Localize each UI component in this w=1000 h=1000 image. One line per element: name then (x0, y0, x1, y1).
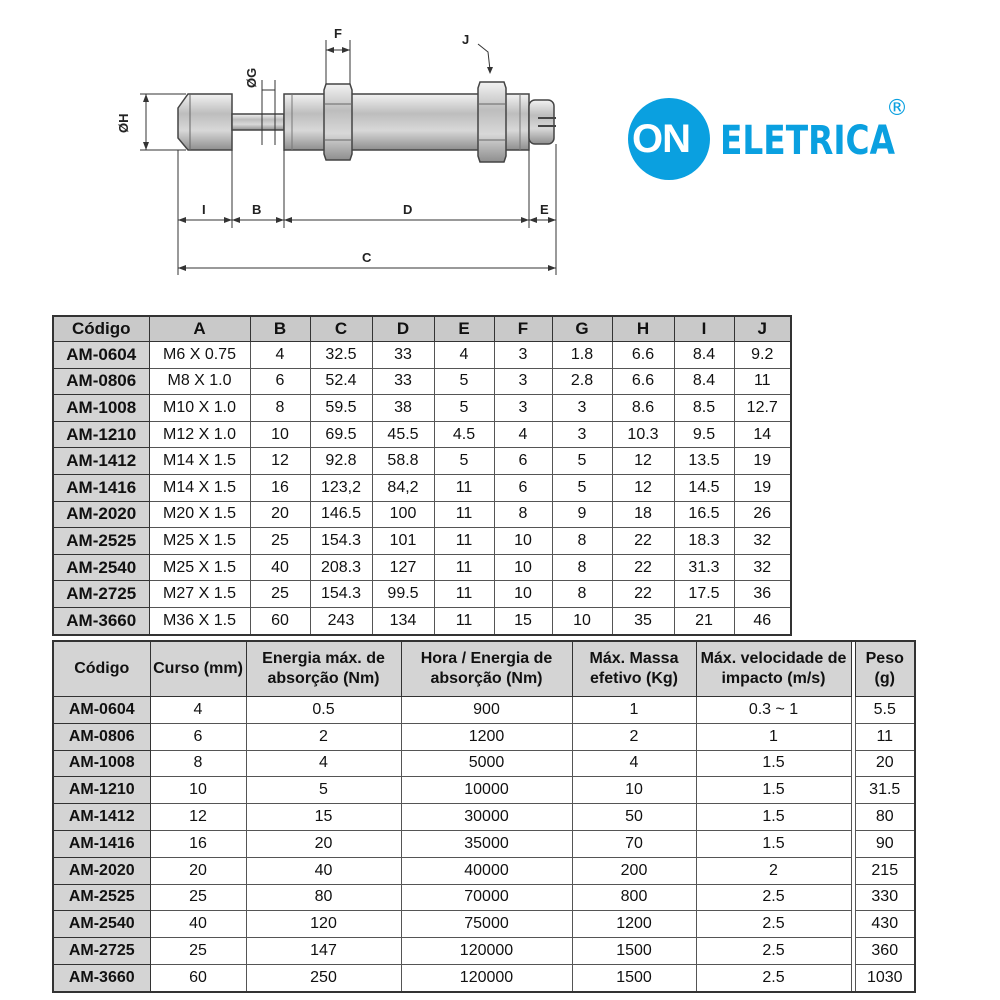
table-cell: 18 (612, 501, 674, 528)
model-code-cell: AM-0604 (53, 697, 150, 724)
table-cell: 84,2 (372, 474, 434, 501)
table-cell: M25 X 1.5 (149, 528, 250, 555)
table-cell: 2 (572, 723, 696, 750)
table-cell: 5 (552, 474, 612, 501)
table-cell: 127 (372, 554, 434, 581)
table-cell: 32 (734, 554, 791, 581)
table-cell: 20 (855, 750, 915, 777)
table-cell: 134 (372, 607, 434, 634)
table-cell: 0.3 ~ 1 (696, 697, 851, 724)
table-row (53, 528, 791, 555)
table-cell: 3 (494, 342, 552, 369)
table-cell: 35000 (401, 830, 572, 857)
table-cell: 2 (246, 723, 401, 750)
rod-part (232, 114, 284, 130)
table-cell: 3 (494, 368, 552, 395)
table-cell: 40 (150, 911, 246, 938)
table-cell: 30000 (401, 804, 572, 831)
table-cell: 31.5 (855, 777, 915, 804)
label-d: D (403, 202, 413, 217)
table-cell: 80 (855, 804, 915, 831)
table-cell: 2.5 (696, 884, 851, 911)
table-cell: 2.5 (696, 938, 851, 965)
table-cell: M12 X 1.0 (149, 421, 250, 448)
table-cell: 25 (150, 938, 246, 965)
table-row (53, 884, 915, 911)
table-cell: 38 (372, 395, 434, 422)
table-cell: 59.5 (310, 395, 372, 422)
table-row (53, 964, 915, 991)
table-cell: 1200 (401, 723, 572, 750)
table-cell: 92.8 (310, 448, 372, 475)
table-cell: 40 (246, 857, 401, 884)
table-cell: 10 (572, 777, 696, 804)
table-cell: 33 (372, 342, 434, 369)
table-row (53, 448, 791, 475)
dimensions-header-cell: B (250, 316, 310, 342)
table-cell: 5 (552, 448, 612, 475)
model-code-cell: AM-2540 (53, 554, 149, 581)
table-cell: 208.3 (310, 554, 372, 581)
table-cell: 40 (250, 554, 310, 581)
table-row (53, 830, 915, 857)
table-row (53, 938, 915, 965)
table-cell: 4.5 (434, 421, 494, 448)
table-cell: 243 (310, 607, 372, 634)
table-cell: 8 (552, 528, 612, 555)
table-cell: 8.4 (674, 368, 734, 395)
table-row (53, 368, 791, 395)
dimensions-table (52, 315, 792, 636)
table-row (53, 554, 791, 581)
table-cell: 10 (494, 528, 552, 555)
table-cell: 800 (572, 884, 696, 911)
table-cell: 1.5 (696, 777, 851, 804)
dimensions-header-cell: F (494, 316, 552, 342)
table-cell: 900 (401, 697, 572, 724)
label-i: I (202, 202, 206, 217)
logo-registered-mark: ® (886, 96, 908, 121)
table-cell: 4 (434, 342, 494, 369)
table-cell: 0.5 (246, 697, 401, 724)
table-cell: 19 (734, 448, 791, 475)
table-cell: 17.5 (674, 581, 734, 608)
table-cell: 4 (494, 421, 552, 448)
table-cell: 2.5 (696, 911, 851, 938)
table-cell: 11 (434, 581, 494, 608)
table-cell: 46 (734, 607, 791, 634)
table-cell: 4 (572, 750, 696, 777)
table-cell: 22 (612, 581, 674, 608)
table-row (53, 723, 915, 750)
table-row (53, 342, 791, 369)
table-row (53, 911, 915, 938)
model-code-cell: AM-1412 (53, 804, 150, 831)
table-cell: 70 (572, 830, 696, 857)
table-cell: 6 (494, 448, 552, 475)
dimensions-header-cell: G (552, 316, 612, 342)
nut-f (324, 84, 352, 160)
table-cell: 45.5 (372, 421, 434, 448)
model-code-cell: AM-1008 (53, 395, 149, 422)
table-cell: 215 (855, 857, 915, 884)
table-row (53, 607, 791, 634)
table-cell: 200 (572, 857, 696, 884)
table-cell: 14.5 (674, 474, 734, 501)
table-cell: 25 (150, 884, 246, 911)
table-cell: 8 (494, 501, 552, 528)
specs-header-cell: Código (53, 641, 150, 697)
dimensions-header-cell: E (434, 316, 494, 342)
table-cell: 20 (150, 857, 246, 884)
table-row (53, 804, 915, 831)
table-cell: M36 X 1.5 (149, 607, 250, 634)
model-code-cell: AM-1008 (53, 750, 150, 777)
model-code-cell: AM-3660 (53, 964, 150, 991)
model-code-cell: AM-1416 (53, 474, 149, 501)
table-cell: 1.5 (696, 750, 851, 777)
table-cell: 8 (552, 554, 612, 581)
table-cell: 4 (250, 342, 310, 369)
table-cell: 1500 (572, 964, 696, 991)
label-b: B (252, 202, 262, 217)
table-cell: 20 (246, 830, 401, 857)
table-cell: 11 (434, 607, 494, 634)
table-cell: 5 (246, 777, 401, 804)
table-cell: 10 (494, 581, 552, 608)
table-cell: 16.5 (674, 501, 734, 528)
table-cell: 360 (855, 938, 915, 965)
specs-header-cell: Máx. velocidade de impacto (m/s) (696, 641, 851, 697)
cap-part (178, 94, 232, 150)
table-cell: M25 X 1.5 (149, 554, 250, 581)
table-cell: M27 X 1.5 (149, 581, 250, 608)
table-cell: 4 (150, 697, 246, 724)
table-cell: 9 (552, 501, 612, 528)
table-cell: 9.5 (674, 421, 734, 448)
table-cell: 75000 (401, 911, 572, 938)
table-cell: 10000 (401, 777, 572, 804)
table-cell: M14 X 1.5 (149, 474, 250, 501)
table-cell: 8 (150, 750, 246, 777)
table-cell: 101 (372, 528, 434, 555)
model-code-cell: AM-1210 (53, 777, 150, 804)
nut-j (478, 82, 506, 162)
table-cell: 40000 (401, 857, 572, 884)
specs-header-cell: Curso (mm) (150, 641, 246, 697)
table-cell: 330 (855, 884, 915, 911)
table-cell: 5 (434, 395, 494, 422)
table-cell: 11 (434, 501, 494, 528)
table-cell: 21 (674, 607, 734, 634)
table-cell: M20 X 1.5 (149, 501, 250, 528)
table-cell: 1 (696, 723, 851, 750)
table-cell: 154.3 (310, 528, 372, 555)
table-cell: 11 (734, 368, 791, 395)
table-cell: 12 (612, 448, 674, 475)
label-f: F (334, 26, 342, 41)
model-code-cell: AM-2725 (53, 581, 149, 608)
specs-table (52, 640, 916, 993)
table-cell: M8 X 1.0 (149, 368, 250, 395)
label-c: C (362, 250, 372, 265)
table-cell: 10 (250, 421, 310, 448)
table-cell: 11 (434, 474, 494, 501)
dimensions-header-cell: A (149, 316, 250, 342)
table-cell: 5 (434, 368, 494, 395)
model-code-cell: AM-2540 (53, 911, 150, 938)
table-cell: 25 (250, 581, 310, 608)
model-code-cell: AM-0806 (53, 368, 149, 395)
specs-header-cell: Peso (g) (855, 641, 915, 697)
dimensions-header-row (53, 316, 791, 342)
label-j: J (462, 32, 470, 47)
dimensions-header-cell: D (372, 316, 434, 342)
table-cell: 32 (734, 528, 791, 555)
table-row (53, 395, 791, 422)
table-cell: 6 (250, 368, 310, 395)
adjuster-part (529, 100, 554, 144)
table-row (53, 501, 791, 528)
table-cell: 15 (494, 607, 552, 634)
table-cell: 90 (855, 830, 915, 857)
table-cell: 6 (150, 723, 246, 750)
model-code-cell: AM-1416 (53, 830, 150, 857)
table-cell: 9.2 (734, 342, 791, 369)
table-cell: 250 (246, 964, 401, 991)
table-cell: 50 (572, 804, 696, 831)
table-cell: 12 (150, 804, 246, 831)
dimensions-header-cell: H (612, 316, 674, 342)
table-cell: 100 (372, 501, 434, 528)
table-cell: 80 (246, 884, 401, 911)
table-cell: 31.3 (674, 554, 734, 581)
table-cell: 8.5 (674, 395, 734, 422)
table-cell: M6 X 0.75 (149, 342, 250, 369)
table-cell: 6.6 (612, 368, 674, 395)
table-cell: 120000 (401, 938, 572, 965)
shock-absorber-drawing (100, 20, 600, 290)
table-cell: 16 (150, 830, 246, 857)
dimensions-header-cell: C (310, 316, 372, 342)
table-row (53, 474, 791, 501)
label-e: E (540, 202, 549, 217)
table-row (53, 421, 791, 448)
table-row (53, 777, 915, 804)
table-cell: 13.5 (674, 448, 734, 475)
table-row (53, 857, 915, 884)
table-cell: 70000 (401, 884, 572, 911)
specs-header-cell: Energia máx. de absorção (Nm) (246, 641, 401, 697)
table-cell: 52.4 (310, 368, 372, 395)
table-cell: 11 (434, 528, 494, 555)
table-cell: 8 (552, 581, 612, 608)
dimensions-header-cell: Código (53, 316, 149, 342)
table-cell: 19 (734, 474, 791, 501)
model-code-cell: AM-3660 (53, 607, 149, 634)
table-cell: 5.5 (855, 697, 915, 724)
table-cell: 147 (246, 938, 401, 965)
table-cell: 18.3 (674, 528, 734, 555)
table-cell: 6 (494, 474, 552, 501)
table-cell: 11 (855, 723, 915, 750)
table-cell: 32.5 (310, 342, 372, 369)
table-cell: 99.5 (372, 581, 434, 608)
table-cell: 14 (734, 421, 791, 448)
table-cell: 4 (246, 750, 401, 777)
table-cell: 12 (612, 474, 674, 501)
table-cell: 3 (552, 421, 612, 448)
table-cell: 10 (494, 554, 552, 581)
model-code-cell: AM-0604 (53, 342, 149, 369)
table-cell: 15 (246, 804, 401, 831)
table-cell: 1030 (855, 964, 915, 991)
table-cell: 22 (612, 528, 674, 555)
table-row (53, 581, 791, 608)
table-cell: 154.3 (310, 581, 372, 608)
specs-header-cell: Hora / Energia de absorção (Nm) (401, 641, 572, 697)
table-cell: 123,2 (310, 474, 372, 501)
table-cell: 10 (150, 777, 246, 804)
table-cell: 1.5 (696, 804, 851, 831)
model-code-cell: AM-2020 (53, 857, 150, 884)
table-cell: 58.8 (372, 448, 434, 475)
table-cell: 120 (246, 911, 401, 938)
table-cell: M14 X 1.5 (149, 448, 250, 475)
model-code-cell: AM-1412 (53, 448, 149, 475)
table-cell: 60 (150, 964, 246, 991)
label-h: ØH (116, 113, 131, 133)
table-cell: 6.6 (612, 342, 674, 369)
table-cell: 11 (434, 554, 494, 581)
table-cell: 8.6 (612, 395, 674, 422)
table-cell: 35 (612, 607, 674, 634)
table-cell: 8.4 (674, 342, 734, 369)
table-cell: 8 (250, 395, 310, 422)
table-cell: 10 (552, 607, 612, 634)
specs-header-row (53, 641, 915, 697)
table-cell: 3 (494, 395, 552, 422)
table-cell: 22 (612, 554, 674, 581)
table-cell: 5 (434, 448, 494, 475)
table-cell: 120000 (401, 964, 572, 991)
table-cell: 2.5 (696, 964, 851, 991)
model-code-cell: AM-2725 (53, 938, 150, 965)
table-cell: 69.5 (310, 421, 372, 448)
table-cell: 1.8 (552, 342, 612, 369)
table-cell: 25 (250, 528, 310, 555)
table-cell: 2 (696, 857, 851, 884)
model-code-cell: AM-0806 (53, 723, 150, 750)
table-cell: 3 (552, 395, 612, 422)
table-cell: 36 (734, 581, 791, 608)
table-cell: 33 (372, 368, 434, 395)
table-cell: 12 (250, 448, 310, 475)
model-code-cell: AM-2525 (53, 884, 150, 911)
model-code-cell: AM-2020 (53, 501, 149, 528)
table-cell: 60 (250, 607, 310, 634)
table-row (53, 697, 915, 724)
table-row (53, 750, 915, 777)
logo-brand-text: ELETRICA (720, 118, 896, 164)
table-cell: 12.7 (734, 395, 791, 422)
table-cell: 1200 (572, 911, 696, 938)
model-code-cell: AM-2525 (53, 528, 149, 555)
table-cell: 2.8 (552, 368, 612, 395)
specs-header-cell: Máx. Massa efetivo (Kg) (572, 641, 696, 697)
table-cell: 20 (250, 501, 310, 528)
table-cell: 146.5 (310, 501, 372, 528)
table-cell: 1 (572, 697, 696, 724)
table-cell: 1.5 (696, 830, 851, 857)
label-g: ØG (244, 67, 259, 88)
dimensions-header-cell: J (734, 316, 791, 342)
brand-logo (628, 92, 928, 184)
table-cell: 26 (734, 501, 791, 528)
table-cell: 16 (250, 474, 310, 501)
logo-on-text: ON (632, 117, 690, 161)
table-cell: 430 (855, 911, 915, 938)
table-cell: 1500 (572, 938, 696, 965)
table-cell: 10.3 (612, 421, 674, 448)
table-cell: 5000 (401, 750, 572, 777)
table-cell: M10 X 1.0 (149, 395, 250, 422)
model-code-cell: AM-1210 (53, 421, 149, 448)
dimensions-header-cell: I (674, 316, 734, 342)
